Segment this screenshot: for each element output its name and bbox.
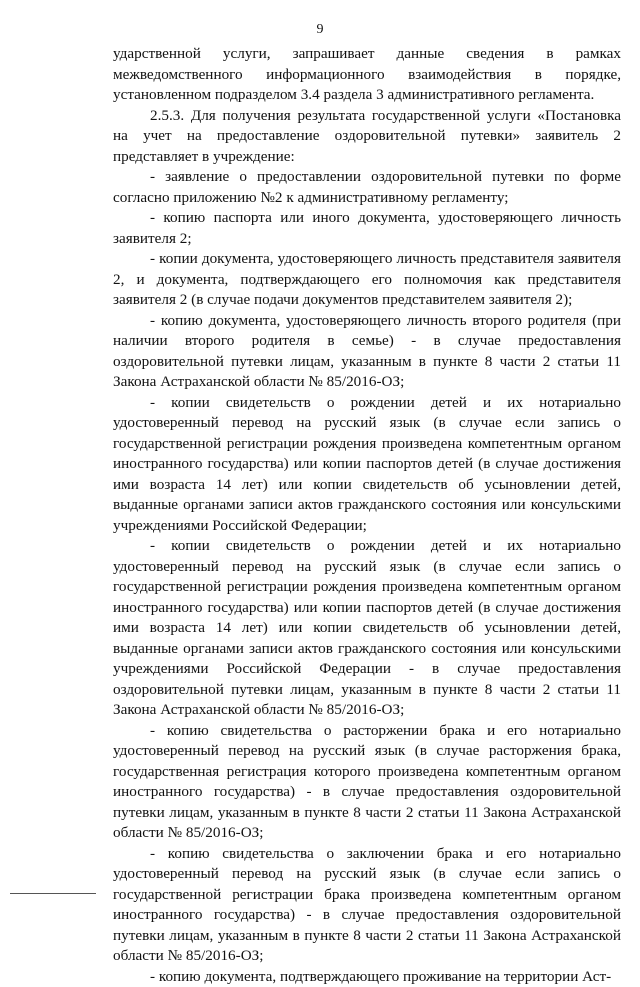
paragraph-clause-2-5-3: 2.5.3. Для получения результата государственной услуги «Постановка на учет на предоставление оздоровительной путевки» заявитель 2 представляет в учреждение:	[113, 106, 621, 168]
list-item-second-parent-id: - копию документа, удостоверяющего личность второго родителя (при наличии второго родителя в семье) - в случае предоставления оздоровительной путевки лицам, указанным в пункте 8 части 2 статьи 11 Закона Астраханской области № 85/2016-ОЗ;	[113, 311, 621, 393]
paragraph-continuation: ударственной услуги, запрашивает данные сведения в рамках межведомственного информационного взаимодействия в порядке, установленном подразделом 3.4 раздела 3 административного регламента.	[113, 44, 621, 106]
list-item-marriage-certificate: - копию свидетельства о заключении брака и его нотариально удостоверенный перевод на русский язык (в случае если запись о государственной регистрации брака произведена компетентным органом иностранного государства) - в случае предоставления оздоровительной путевки лицам, указанным в пункте 8 части 2 статьи 11 Закона Астраханской области № 85/2016-ОЗ;	[113, 844, 621, 967]
list-item-application: - заявление о предоставлении оздоровительной путевки по форме согласно приложению №2 к административному регламенту;	[113, 167, 621, 208]
list-item-passport-copy: - копию паспорта или иного документа, удостоверяющего личность заявителя 2;	[113, 208, 621, 249]
page-number: 9	[0, 22, 640, 38]
document-body	[113, 44, 621, 987]
list-item-birth-certificates-point-8: - копии свидетельств о рождении детей и их нотариально удостоверенный перевод на русский язык (в случае если запись о государственной регистрации рождения произведена компетентным органом иностранного государства) или копии паспортов детей (в случае достижения ими возраста 14 лет) или копии свидетельств об усыновлении детей, выданные органами записи актов гражданского состояния или консульскими учреждениями Российской Федерации - в случае предоставления оздоровительной путевки лицам, указанным в пункте 8 части 2 статьи 11 Закона Астраханской области № 85/2016-ОЗ;	[113, 536, 621, 721]
list-item-birth-certificates: - копии свидетельств о рождении детей и их нотариально удостоверенный перевод на русский язык (в случае если запись о государственной регистрации рождения произведена компетентным органом иностранного государства) или копии паспортов детей (в случае достижения ими возраста 14 лет) или копии свидетельств об усыновлении детей, выданные органами записи актов гражданского состояния или консульскими учреждениями Российской Федерации;	[113, 393, 621, 537]
list-item-divorce-certificate: - копию свидетельства о расторжении брака и его нотариально удостоверенный перевод на русский язык (в случае расторжения брака, государственная регистрация которого произведена компетентным органом иностранного государства) - в случае предоставления оздоровительной путевки лицам, указанным в пункте 8 части 2 статьи 11 Закона Астраханской области № 85/2016-ОЗ;	[113, 721, 621, 844]
footnote-divider	[10, 893, 96, 894]
list-item-representative-documents: - копии документа, удостоверяющего личность представителя заявителя 2, и документа, подтверждающего его полномочия как представителя заявителя 2 (в случае подачи документов представителем заявителя 2);	[113, 249, 621, 311]
list-item-residence-document: - копию документа, подтверждающего проживание на территории Аст-	[113, 967, 621, 987]
